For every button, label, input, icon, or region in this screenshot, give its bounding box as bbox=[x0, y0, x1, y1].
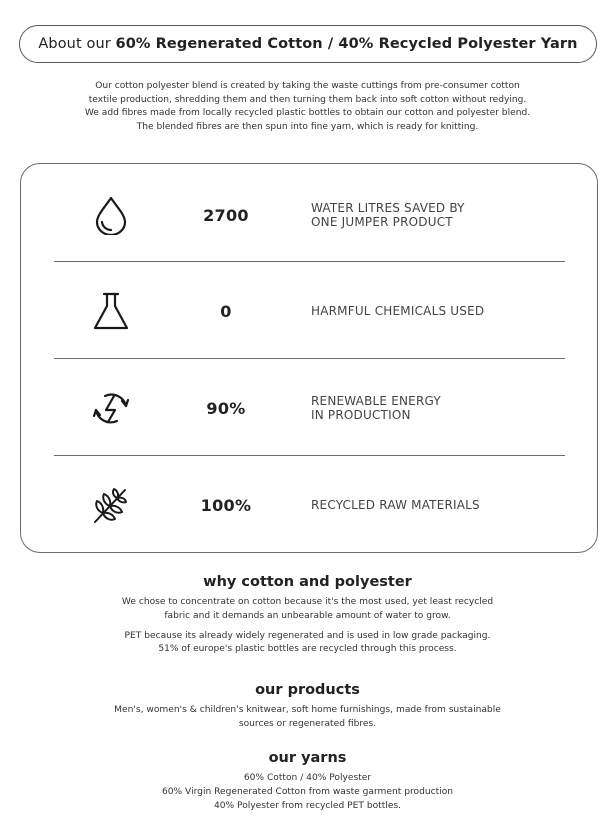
stat-row-materials bbox=[21, 457, 597, 553]
products-heading bbox=[0, 682, 615, 698]
why-heading-prefix: why bbox=[203, 574, 242, 590]
stat-label: RECYCLED RAW MATERIALS bbox=[311, 498, 480, 512]
leaf-branch-icon bbox=[91, 485, 131, 525]
stat-label: WATER LITRES SAVED BY ONE JUMPER PRODUCT bbox=[311, 201, 465, 229]
products-section bbox=[0, 682, 615, 732]
stat-value: 2700 bbox=[203, 205, 249, 225]
products-line: Men's, women's & children's knitwear, soft home furnishings, made from sustainable bbox=[114, 705, 501, 715]
yarns-text bbox=[0, 772, 615, 813]
intro-text bbox=[20, 80, 595, 134]
intro-line: Our cotton polyester blend is created by taking the waste cuttings from pre-consumer cotton bbox=[95, 81, 520, 91]
flask-icon bbox=[91, 291, 131, 331]
yarns-line: 40% Polyester from recycled PET bottles. bbox=[213, 800, 402, 811]
yarns-section bbox=[0, 750, 615, 813]
stat-label: RENEWABLE ENERGY IN PRODUCTION bbox=[311, 394, 441, 422]
products-line: sources or regenerated fibres. bbox=[238, 718, 377, 729]
why-heading-bold: cotton and polyester bbox=[241, 574, 412, 590]
page-title bbox=[19, 25, 597, 63]
why-line: 51% of europe's plastic bottles are recycled through this process. bbox=[158, 644, 457, 655]
intro-line: We add fibres made from locally recycled plastic bottles to obtain our cotton and polyester blend. bbox=[84, 108, 531, 119]
divider bbox=[54, 455, 565, 456]
divider bbox=[54, 358, 565, 359]
stat-value: 0 bbox=[220, 301, 232, 321]
renewable-energy-icon bbox=[91, 388, 131, 428]
intro-line: textile production, shredding them and then turning them back into soft cotton without redying. bbox=[88, 94, 527, 105]
yarns-line: 60% Cotton / 40% Polyester bbox=[243, 773, 372, 783]
yarns-heading-bold: yarns bbox=[301, 750, 347, 766]
intro-line: The blended fibres are then spun into fine yarn, which is ready for knitting. bbox=[136, 121, 479, 132]
stat-row-water bbox=[21, 167, 597, 263]
yarns-heading-prefix: our bbox=[268, 750, 302, 766]
stat-row-energy bbox=[21, 360, 597, 456]
why-line: fabric and it demands an unbearable amount of water to grow. bbox=[164, 610, 451, 621]
yarns-heading bbox=[0, 750, 615, 766]
products-heading-prefix: our bbox=[255, 682, 288, 698]
products-heading-bold: products bbox=[287, 682, 360, 698]
why-heading bbox=[0, 574, 615, 590]
stat-value: 90% bbox=[206, 398, 246, 418]
stat-row-chemicals bbox=[21, 263, 597, 359]
divider bbox=[54, 261, 565, 262]
why-paragraph-2 bbox=[0, 630, 615, 658]
why-line: PET because its already widely regenerated and is used in low grade packaging. bbox=[124, 630, 491, 641]
yarns-line: 60% Virgin Regenerated Cotton from waste garment production bbox=[161, 786, 454, 797]
page-title-bold: 60% Regenerated Cotton / 40% Recycled Polyester Yarn bbox=[115, 36, 578, 52]
water-drop-icon bbox=[91, 195, 131, 235]
why-paragraph-1 bbox=[0, 596, 615, 624]
why-line: We chose to concentrate on cotton because it's the most used, yet least recycled bbox=[121, 597, 494, 607]
stat-value: 100% bbox=[200, 495, 252, 515]
why-section bbox=[0, 574, 615, 657]
stats-card bbox=[20, 163, 598, 553]
stat-label: HARMFUL CHEMICALS USED bbox=[311, 304, 485, 318]
page-title-prefix: About our bbox=[38, 36, 111, 52]
products-text bbox=[0, 704, 615, 732]
